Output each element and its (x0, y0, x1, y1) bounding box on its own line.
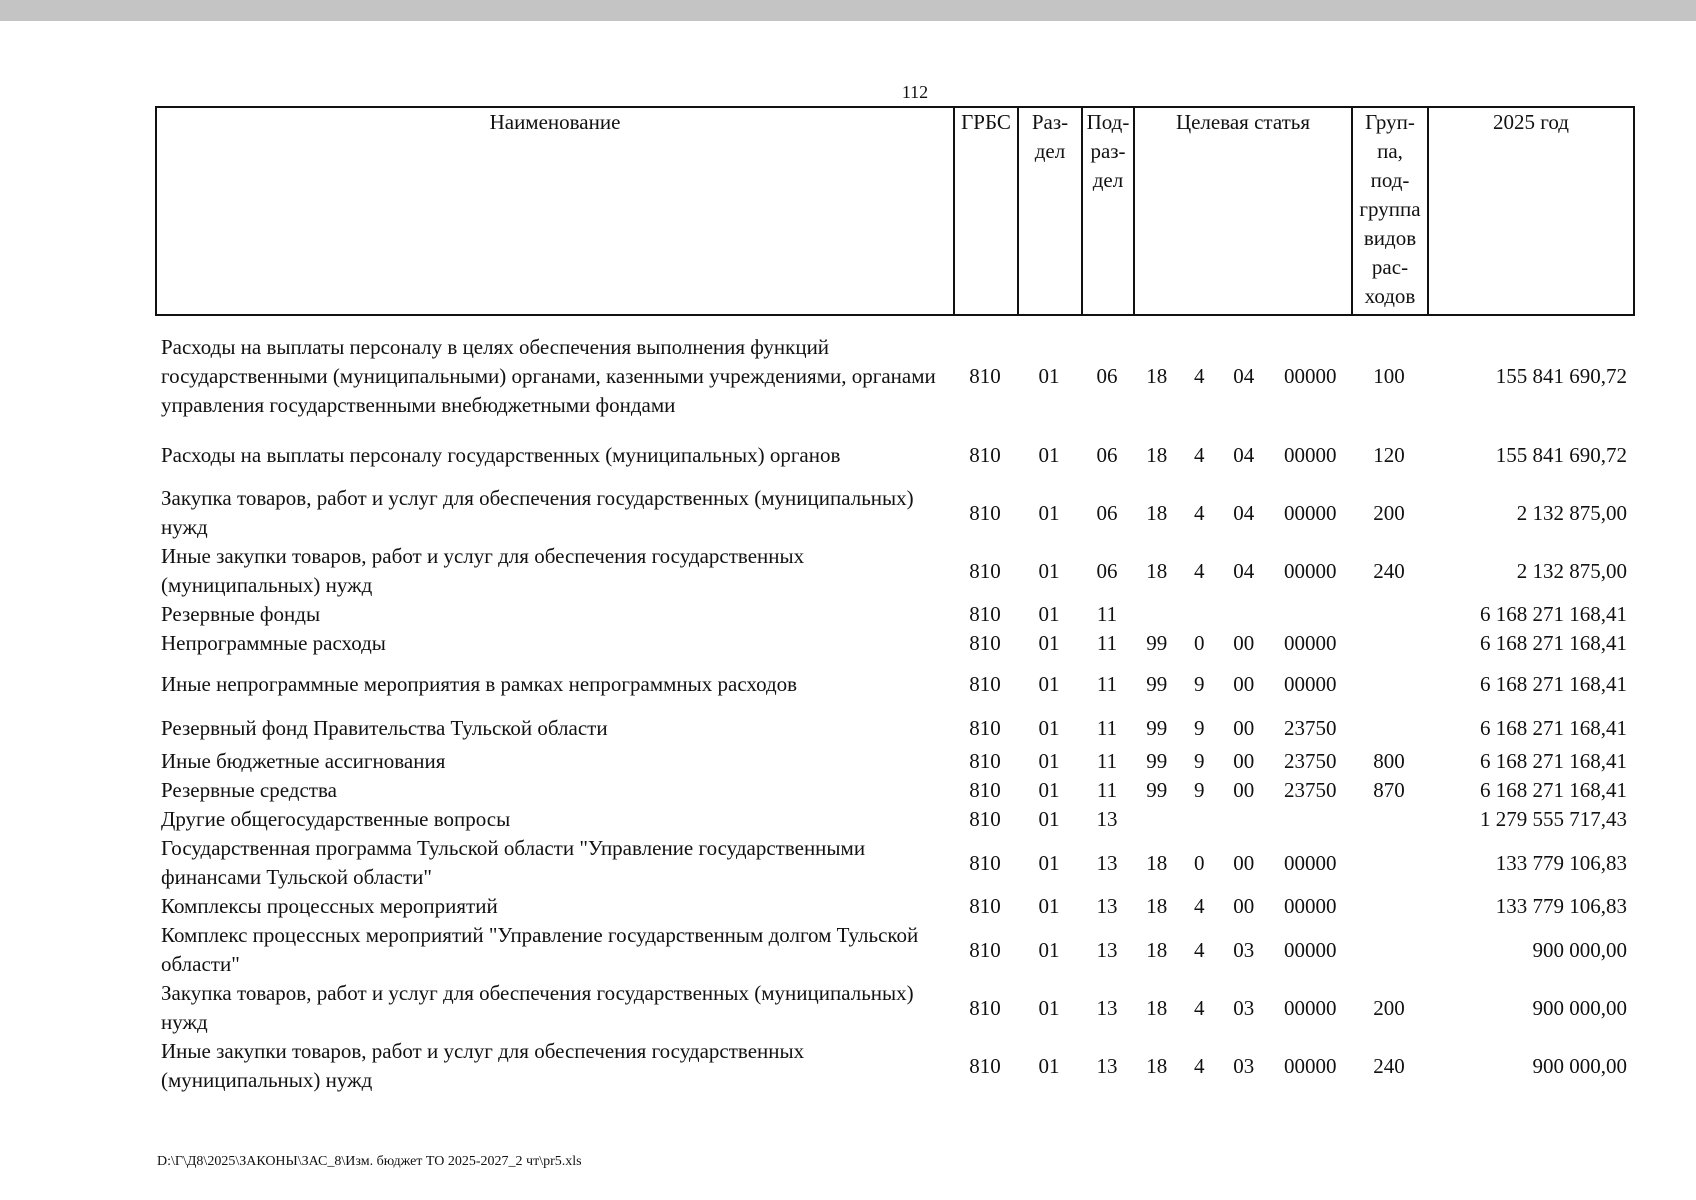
row-podrazdel: 13 (1096, 807, 1118, 831)
row-celevaya-statya (1133, 776, 1351, 805)
header-podrazdel: Под- раз- дел (1082, 107, 1134, 315)
table-row (155, 426, 1633, 484)
celevaya-part-cs1: 18 (1146, 558, 1168, 583)
celevaya-part-cs2: 4 (1194, 995, 1205, 1020)
header-celevaya-statya: Целевая статья (1134, 107, 1352, 315)
celevaya-part-cs1: 18 (1146, 442, 1168, 467)
celevaya-part-cs1: 18 (1146, 363, 1168, 388)
celevaya-part-cs3: 00 (1233, 850, 1255, 875)
row-grbs: 810 (969, 749, 1001, 773)
celevaya-part-cs4: 23750 (1284, 716, 1337, 740)
row-razdel: 01 (1038, 602, 1060, 626)
row-podrazdel: 11 (1096, 602, 1118, 626)
row-celevaya-statya (1133, 326, 1351, 426)
celevaya-part-cs2: 4 (1194, 894, 1205, 918)
row-podrazdel: 11 (1096, 778, 1118, 802)
celevaya-part-cs3: 04 (1233, 500, 1255, 525)
celevaya-part-cs1: 18 (1146, 937, 1168, 962)
row-amount: 2 132 875,00 (1516, 558, 1627, 583)
row-celevaya-statya (1133, 805, 1351, 834)
row-podrazdel: 06 (1096, 500, 1118, 525)
table-row (155, 921, 1633, 979)
row-vid-rashodov: 100 (1373, 363, 1405, 388)
row-celevaya-statya (1133, 834, 1351, 892)
row-vid-rashodov (1351, 892, 1427, 921)
row-razdel: 01 (1038, 716, 1060, 740)
row-name: Непрограммные расходы (161, 631, 386, 655)
row-vid-rashodov (1351, 805, 1427, 834)
row-razdel: 01 (1038, 671, 1060, 696)
budget-sheet (155, 106, 1633, 1095)
celevaya-part-cs4: 00000 (1284, 631, 1337, 655)
row-celevaya-statya (1133, 629, 1351, 658)
row-vid-rashodov: 800 (1373, 749, 1405, 773)
row-grbs: 810 (969, 442, 1001, 467)
row-amount: 1 279 555 717,43 (1480, 807, 1627, 831)
row-amount: 900 000,00 (1532, 1053, 1627, 1078)
celevaya-part-cs1: 99 (1146, 671, 1168, 696)
row-razdel: 01 (1038, 631, 1060, 655)
celevaya-part-cs2: 9 (1194, 778, 1205, 802)
row-name: Резервные средства (161, 778, 337, 802)
row-vid-rashodov: 870 (1373, 778, 1405, 802)
celevaya-part-cs2: 4 (1194, 558, 1205, 583)
celevaya-part-cs3: 03 (1233, 995, 1255, 1020)
celevaya-part-cs4: 00000 (1284, 937, 1337, 962)
row-podrazdel: 13 (1096, 850, 1118, 875)
celevaya-part-cs2: 9 (1194, 749, 1205, 773)
row-name: Закупка товаров, работ и услуг для обеспечения государственных (муниципальных) нужд (161, 486, 914, 539)
row-razdel: 01 (1038, 500, 1060, 525)
row-name: Резервные фонды (161, 602, 321, 626)
table-row (155, 710, 1633, 747)
row-grbs: 810 (969, 995, 1001, 1020)
table-row (155, 834, 1633, 892)
celevaya-part-cs1: 18 (1146, 500, 1168, 525)
row-amount: 155 841 690,72 (1495, 442, 1627, 467)
row-podrazdel: 11 (1096, 716, 1118, 740)
celevaya-part-cs1: 99 (1146, 778, 1168, 802)
table-row (155, 805, 1633, 834)
celevaya-part-cs4: 00000 (1284, 894, 1337, 918)
row-celevaya-statya (1133, 1037, 1351, 1095)
row-vid-rashodov: 200 (1373, 500, 1405, 525)
row-vid-rashodov (1351, 921, 1427, 979)
row-podrazdel: 11 (1096, 631, 1118, 655)
table-row (155, 326, 1633, 426)
row-vid-rashodov: 120 (1373, 442, 1405, 467)
row-amount: 6 168 271 168,41 (1480, 671, 1627, 696)
celevaya-part-cs1: 18 (1146, 1053, 1168, 1078)
row-name: Резервный фонд Правительства Тульской области (161, 716, 608, 740)
celevaya-part-cs2: 4 (1194, 500, 1205, 525)
table-row (155, 484, 1633, 542)
table-row (155, 1037, 1633, 1095)
header-year: 2025 год (1428, 107, 1634, 315)
celevaya-part-cs3: 00 (1233, 631, 1255, 655)
celevaya-part-cs3: 03 (1233, 937, 1255, 962)
celevaya-part-cs3: 00 (1233, 749, 1255, 773)
celevaya-part-cs3: 00 (1233, 671, 1255, 696)
row-amount: 133 779 106,83 (1495, 850, 1627, 875)
row-grbs: 810 (969, 716, 1001, 740)
row-podrazdel: 13 (1096, 1053, 1118, 1078)
table-row (155, 979, 1633, 1037)
row-name: Государственная программа Тульской области "Управление государственными финансами Тульской области" (161, 836, 866, 889)
page-number: 112 (901, 82, 929, 102)
celevaya-part-cs2: 4 (1194, 937, 1205, 962)
celevaya-part-cs2: 0 (1194, 631, 1205, 655)
row-amount: 6 168 271 168,41 (1480, 602, 1627, 626)
row-name: Расходы на выплаты персоналу государственных (муниципальных) органов (161, 442, 841, 467)
row-podrazdel: 13 (1096, 894, 1118, 918)
row-vid-rashodov (1351, 658, 1427, 710)
table-row (155, 892, 1633, 921)
table-header (155, 106, 1635, 316)
row-amount: 6 168 271 168,41 (1480, 749, 1627, 773)
celevaya-part-cs1: 99 (1146, 631, 1168, 655)
row-celevaya-statya (1133, 484, 1351, 542)
table-row (155, 629, 1633, 658)
row-celevaya-statya (1133, 658, 1351, 710)
row-podrazdel: 06 (1096, 558, 1118, 583)
celevaya-part-cs2: 4 (1194, 1053, 1205, 1078)
celevaya-part-cs3: 00 (1233, 716, 1255, 740)
row-celevaya-statya (1133, 892, 1351, 921)
row-grbs: 810 (969, 558, 1001, 583)
row-razdel: 01 (1038, 807, 1060, 831)
row-name: Иные бюджетные ассигнования (161, 749, 446, 773)
row-amount: 155 841 690,72 (1495, 363, 1627, 388)
row-vid-rashodov: 240 (1373, 1053, 1405, 1078)
celevaya-part-cs4: 00000 (1284, 363, 1337, 388)
row-grbs: 810 (969, 500, 1001, 525)
row-grbs: 810 (969, 807, 1001, 831)
row-podrazdel: 13 (1096, 995, 1118, 1020)
row-amount: 900 000,00 (1532, 995, 1627, 1020)
row-name: Иные закупки товаров, работ и услуг для обеспечения государственных (муниципальных) нужд (161, 544, 805, 597)
row-amount: 6 168 271 168,41 (1480, 631, 1627, 655)
row-podrazdel: 06 (1096, 363, 1118, 388)
row-name: Другие общегосударственные вопросы (161, 807, 511, 831)
celevaya-part-cs1: 99 (1146, 716, 1168, 740)
celevaya-part-cs2: 4 (1194, 363, 1205, 388)
scan-top-bar (0, 0, 1696, 21)
table-row (155, 600, 1633, 629)
celevaya-part-cs2: 4 (1194, 442, 1205, 467)
row-razdel: 01 (1038, 558, 1060, 583)
row-name: Комплекс процессных мероприятий "Управление государственным долгом Тульской области" (161, 923, 919, 976)
celevaya-part-cs3: 03 (1233, 1053, 1255, 1078)
celevaya-part-cs3: 04 (1233, 442, 1255, 467)
header-name: Наименование (156, 107, 954, 315)
row-grbs: 810 (969, 850, 1001, 875)
row-podrazdel: 11 (1096, 749, 1118, 773)
row-celevaya-statya (1133, 710, 1351, 747)
row-podrazdel: 11 (1096, 671, 1118, 696)
row-amount: 6 168 271 168,41 (1480, 778, 1627, 802)
celevaya-part-cs4: 00000 (1284, 500, 1337, 525)
row-grbs: 810 (969, 363, 1001, 388)
celevaya-part-cs1: 18 (1146, 995, 1168, 1020)
row-name: Иные непрограммные мероприятия в рамках непрограммных расходов (161, 671, 798, 696)
row-razdel: 01 (1038, 995, 1060, 1020)
row-razdel: 01 (1038, 442, 1060, 467)
row-name: Комплексы процессных мероприятий (161, 894, 498, 918)
row-amount: 6 168 271 168,41 (1480, 716, 1627, 740)
row-vid-rashodov: 200 (1373, 995, 1405, 1020)
row-celevaya-statya (1133, 747, 1351, 776)
row-grbs: 810 (969, 1053, 1001, 1078)
row-vid-rashodov (1351, 600, 1427, 629)
celevaya-part-cs2: 0 (1194, 850, 1205, 875)
row-grbs: 810 (969, 602, 1001, 626)
celevaya-part-cs3: 04 (1233, 363, 1255, 388)
row-grbs: 810 (969, 894, 1001, 918)
file-path-footer: D:\Г\Д8\2025\ЗАКОНЫ\ЗАС_8\Изм. бюджет ТО 2025-2027_2 чт\pr5.xls (157, 1154, 582, 1169)
celevaya-part-cs3: 00 (1233, 778, 1255, 802)
row-celevaya-statya (1133, 979, 1351, 1037)
celevaya-part-cs4: 23750 (1284, 749, 1337, 773)
celevaya-part-cs4: 00000 (1284, 1053, 1337, 1078)
header-grbs: ГРБС (954, 107, 1018, 315)
row-razdel: 01 (1038, 749, 1060, 773)
row-grbs: 810 (969, 631, 1001, 655)
celevaya-part-cs4: 23750 (1284, 778, 1337, 802)
row-name: Расходы на выплаты персоналу в целях обеспечения выполнения функций государственными (муниципальными) органами, казенными учреждениями, органами управления государственными внебюджетными фондами (161, 334, 936, 417)
row-razdel: 01 (1038, 850, 1060, 875)
row-grbs: 810 (969, 937, 1001, 962)
celevaya-part-cs4: 00000 (1284, 850, 1337, 875)
row-amount: 133 779 106,83 (1495, 894, 1627, 918)
celevaya-part-cs3: 00 (1233, 894, 1255, 918)
row-celevaya-statya (1133, 600, 1351, 629)
row-razdel: 01 (1038, 894, 1060, 918)
celevaya-part-cs4: 00000 (1284, 671, 1337, 696)
celevaya-part-cs1: 18 (1146, 894, 1168, 918)
row-razdel: 01 (1038, 1053, 1060, 1078)
row-celevaya-statya (1133, 542, 1351, 600)
celevaya-part-cs4: 00000 (1284, 442, 1337, 467)
table-row (155, 658, 1633, 710)
row-amount: 2 132 875,00 (1516, 500, 1627, 525)
table-row (155, 542, 1633, 600)
row-podrazdel: 13 (1096, 937, 1118, 962)
celevaya-part-cs3: 04 (1233, 558, 1255, 583)
row-celevaya-statya (1133, 426, 1351, 484)
row-grbs: 810 (969, 778, 1001, 802)
row-vid-rashodov (1351, 629, 1427, 658)
header-razdel: Раз- дел (1018, 107, 1082, 315)
row-razdel: 01 (1038, 778, 1060, 802)
row-amount: 900 000,00 (1532, 937, 1627, 962)
table-row (155, 776, 1633, 805)
table-row (155, 747, 1633, 776)
row-podrazdel: 06 (1096, 442, 1118, 467)
celevaya-part-cs1: 18 (1146, 850, 1168, 875)
row-vid-rashodov (1351, 710, 1427, 747)
row-name: Иные закупки товаров, работ и услуг для обеспечения государственных (муниципальных) нужд (161, 1039, 805, 1092)
celevaya-part-cs4: 00000 (1284, 558, 1337, 583)
celevaya-part-cs2: 9 (1194, 716, 1205, 740)
row-razdel: 01 (1038, 363, 1060, 388)
celevaya-part-cs2: 9 (1194, 671, 1205, 696)
row-razdel: 01 (1038, 937, 1060, 962)
row-name: Закупка товаров, работ и услуг для обеспечения государственных (муниципальных) нужд (161, 981, 914, 1034)
celevaya-part-cs4: 00000 (1284, 995, 1337, 1020)
row-celevaya-statya (1133, 921, 1351, 979)
row-vid-rashodov: 240 (1373, 558, 1405, 583)
row-grbs: 810 (969, 671, 1001, 696)
header-gruppa-vidov-rashodov: Груп- па, под- группа видов рас- ходов (1352, 107, 1428, 315)
row-vid-rashodov (1351, 834, 1427, 892)
budget-table-body (155, 326, 1633, 1095)
celevaya-part-cs1: 99 (1146, 749, 1168, 773)
